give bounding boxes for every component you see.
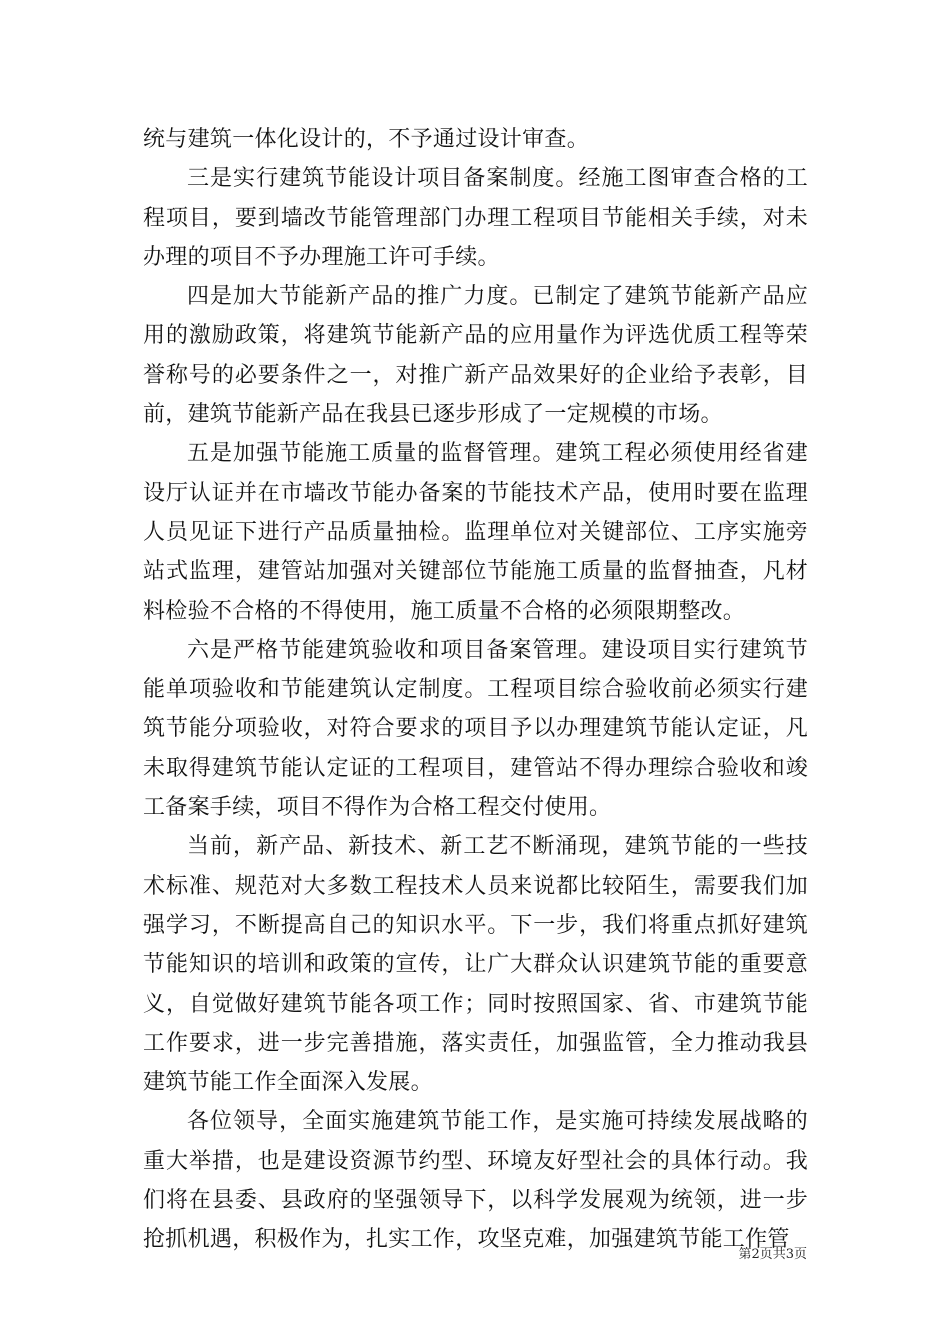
paragraph-item-6-acceptance: 六是严格节能建筑验收和项目备案管理。建设项目实行建筑节能单项验收和节能建筑认定制度。工程项目综合验收前必须实行建筑节能分项验收，对符合要求的项目予以办理建筑节能认定证，凡未取得建筑节能认定证的工程项目，建管站不得办理综合验收和竣工备案手续，项目不得作为合格工程交付使用。 <box>143 637 808 821</box>
paragraph-closing: 各位领导，全面实施建筑节能工作，是实施可持续发展战略的重大举措，也是建设资源节约型、环境友好型社会的具体行动。我们将在县委、县政府的坚强领导下，以科学发展观为统领，进一步抢抓机遇，积极作为，扎实工作，攻坚克难，加强建筑节能工作管 <box>143 1109 808 1253</box>
paragraph-next-steps: 当前，新产品、新技术、新工艺不断涌现，建筑节能的一些技术标准、规范对大多数工程技术人员来说都比较陌生，需要我们加强学习，不断提高自己的知识水平。下一步，我们将重点抓好建筑节能知识的培训和政策的宣传，让广大群众认识建筑节能的重要意义，自觉做好建筑节能各项工作；同时按照国家、省、市建筑节能工作要求，进一步完善措施，落实责任，加强监管，全力推动我县建筑节能工作全面深入发展。 <box>143 834 808 1096</box>
paragraph-continuation: 统与建筑一体化设计的，不予通过设计审查。 <box>143 127 590 152</box>
paragraph-item-5-supervision: 五是加强节能施工质量的监督管理。建筑工程必须使用经省建设厅认证并在市墙改节能办备案的节能技术产品，使用时要在监理人员见证下进行产品质量抽检。监理单位对关键部位、工序实施旁站式监理，建管站加强对关键部位节能施工质量的监督抽查，凡材料检验不合格的不得使用，施工质量不合格的必须限期整改。 <box>143 441 808 624</box>
paragraph-item-3-filing: 三是实行建筑节能设计项目备案制度。经施工图审查合格的工程项目，要到墙改节能管理部门办理工程项目节能相关手续，对未办理的项目不予办理施工许可手续。 <box>143 166 808 270</box>
document-body <box>143 120 808 1260</box>
page-number-footer: 第2页共3页 <box>738 1247 807 1262</box>
paragraph-item-4-promotion: 四是加大节能新产品的推广力度。已制定了建筑节能新产品应用的激励政策，将建筑节能新产品的应用量作为评选优质工程等荣誉称号的必要条件之一，对推广新产品效果好的企业给予表彰，目前，建筑节能新产品在我县已逐步形成了一定规模的市场。 <box>143 284 808 428</box>
